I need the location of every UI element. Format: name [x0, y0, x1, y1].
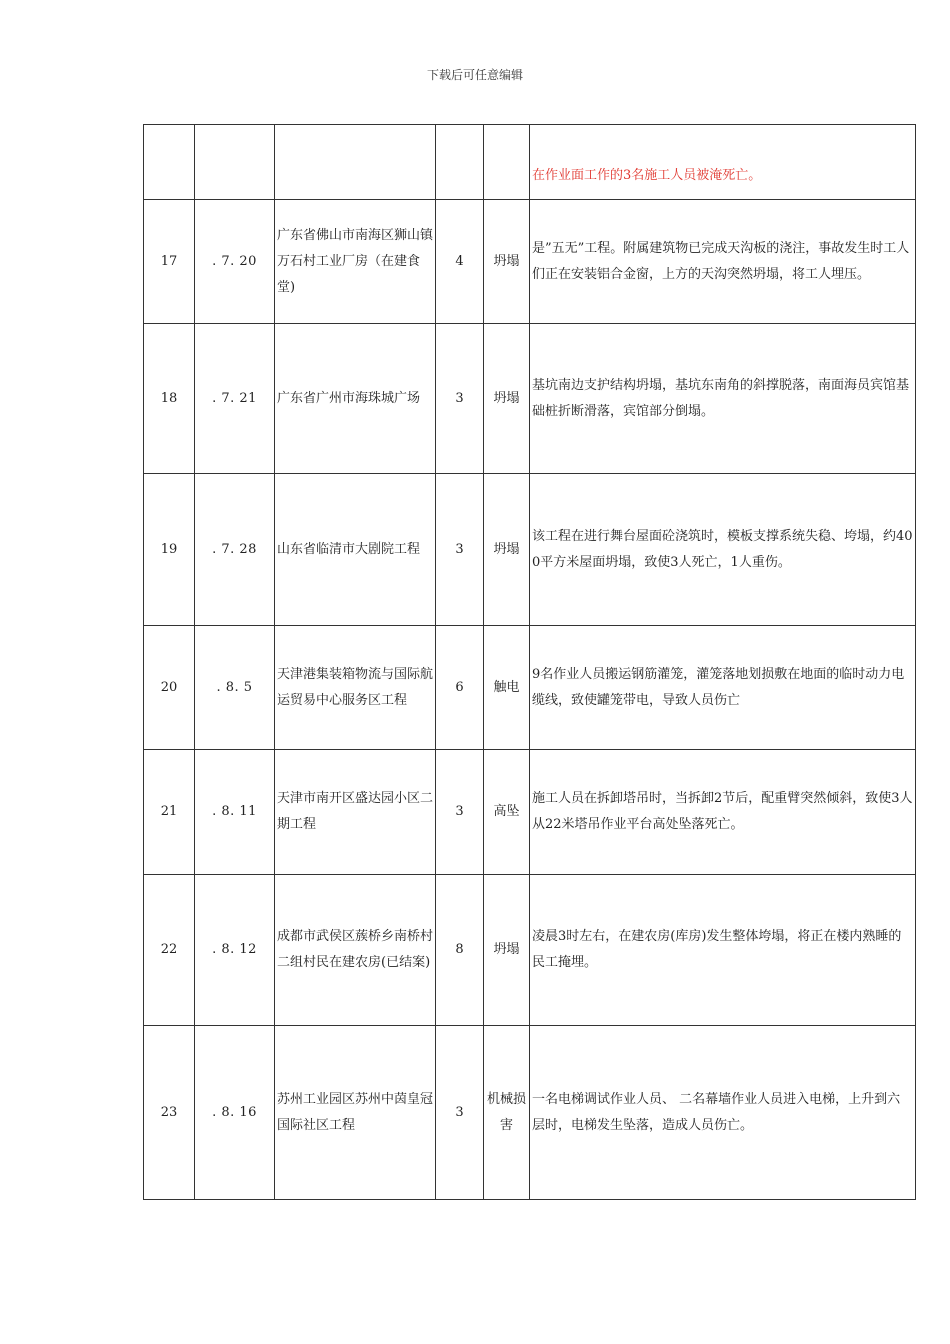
- cell-location: 广东省佛山市南海区狮山镇万石村工业厂房（在建食堂): [275, 200, 436, 324]
- cell-description: 9名作业人员搬运钢筋灌笼，灌笼落地划损敷在地面的临时动力电缆线，致使罐笼带电，导致人员伤亡: [530, 626, 916, 750]
- cell-location: 山东省临清市大剧院工程: [275, 474, 436, 626]
- cell-deaths: 4: [436, 200, 484, 324]
- cell-accident-type: [484, 125, 530, 200]
- cell-number: 17: [144, 200, 195, 324]
- cell-number: 19: [144, 474, 195, 626]
- table-row: [144, 750, 916, 875]
- cell-accident-type: 高坠: [484, 750, 530, 875]
- table-row: [144, 324, 916, 474]
- cell-description: 在作业面工作的3名施工人员被淹死亡。: [530, 125, 916, 200]
- cell-description: 基坑南边支护结构坍塌，基坑东南角的斜撑脱落，南面海员宾馆基础桩折断滑落，宾馆部分倒塌。: [530, 324, 916, 474]
- cell-description: 施工人员在拆卸塔吊时，当拆卸2节后，配重臂突然倾斜，致使3人从22米塔吊作业平台高处坠落死亡。: [530, 750, 916, 875]
- cell-number: 20: [144, 626, 195, 750]
- cell-deaths: 3: [436, 750, 484, 875]
- cell-location: 天津港集装箱物流与国际航运贸易中心服务区工程: [275, 626, 436, 750]
- cell-accident-type: 坍塌: [484, 875, 530, 1026]
- cell-number: [144, 125, 195, 200]
- table-row: [144, 200, 916, 324]
- cell-date: . 8. 11: [195, 750, 275, 875]
- cell-number: 18: [144, 324, 195, 474]
- cell-date: . 7. 20: [195, 200, 275, 324]
- cell-location: 苏州工业园区苏州中茵皇冠国际社区工程: [275, 1026, 436, 1200]
- cell-description: 是”五无”工程。附属建筑物已完成天沟板的浇注，事故发生时工人们正在安装铝合金窗，上方的天沟突然坍塌，将工人埋压。: [530, 200, 916, 324]
- cell-date: . 8. 5: [195, 626, 275, 750]
- cell-deaths: 3: [436, 474, 484, 626]
- cell-deaths: 3: [436, 324, 484, 474]
- cell-date: . 8. 12: [195, 875, 275, 1026]
- cell-accident-type: 机械损害: [484, 1026, 530, 1200]
- accident-records-table: [143, 124, 916, 1200]
- cell-date: . 7. 28: [195, 474, 275, 626]
- cell-deaths: 8: [436, 875, 484, 1026]
- cell-accident-type: 坍塌: [484, 200, 530, 324]
- table-row: [144, 875, 916, 1026]
- table-row: [144, 1026, 916, 1200]
- cell-number: 21: [144, 750, 195, 875]
- cell-deaths: 6: [436, 626, 484, 750]
- cell-date: [195, 125, 275, 200]
- page-header-note: 下载后可任意编辑: [426, 68, 523, 82]
- cell-deaths: 3: [436, 1026, 484, 1200]
- cell-description: 一名电梯调试作业人员、 二名幕墙作业人员进入电梯，上升到六层时，电梯发生坠落，造成人员伤亡。: [530, 1026, 916, 1200]
- table-row-continuation: [144, 125, 916, 200]
- cell-location: 广东省广州市海珠城广场: [275, 324, 436, 474]
- cell-number: 23: [144, 1026, 195, 1200]
- cell-accident-type: 坍塌: [484, 324, 530, 474]
- cell-description: 该工程在进行舞台屋面砼浇筑时，模板支撑系统失稳、垮塌，约400平方米屋面坍塌，致使3人死亡，1人重伤。: [530, 474, 916, 626]
- cell-accident-type: 触电: [484, 626, 530, 750]
- cell-deaths: [436, 125, 484, 200]
- cell-location: [275, 125, 436, 200]
- cell-accident-type: 坍塌: [484, 474, 530, 626]
- cell-date: . 7. 21: [195, 324, 275, 474]
- cell-description: 凌晨3时左右，在建农房(库房)发生整体垮塌，将正在楼内熟睡的民工掩埋。: [530, 875, 916, 1026]
- cell-date: . 8. 16: [195, 1026, 275, 1200]
- cell-location: 成都市武侯区蔟桥乡南桥村二组村民在建农房(已结案): [275, 875, 436, 1026]
- cell-location: 天津市南开区盛达园小区二期工程: [275, 750, 436, 875]
- table-row: [144, 626, 916, 750]
- table-row: [144, 474, 916, 626]
- cell-number: 22: [144, 875, 195, 1026]
